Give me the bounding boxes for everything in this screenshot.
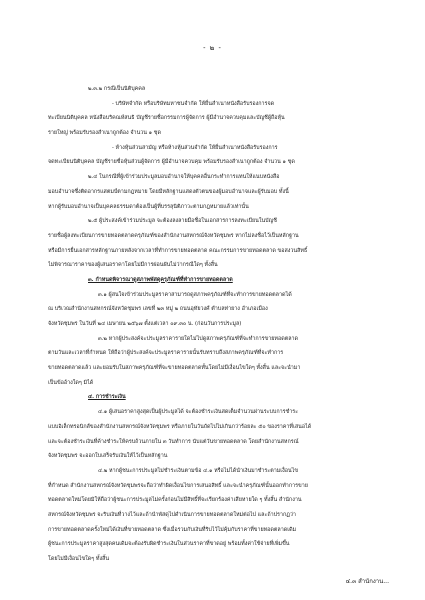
text-line: ๓.๑ ผู้สนใจเข้าร่วมประมูลราคาสามารถดูสภาพครุภัณฑ์ที่จะทำการขายทอดตลาดได้ bbox=[98, 291, 292, 298]
continuation-marker: ๔.๓ สำนักงาน... bbox=[345, 578, 389, 585]
text-line: ทะเบียนนิติบุคคล หนังสือบริคณห์สนธิ บัญชีรายชื่อกรรมการผู้จัดการ ผู้มีอำนาจควบคุมและบัญชีผู้ถือหุ้น bbox=[48, 115, 285, 122]
text-line: โดยไม่มีเงื่อนไขใดๆ ทั้งสิ้น bbox=[48, 556, 110, 562]
text-line: แบบอิเล็กทรอนิกส์ของสำนักงานสหกรณ์จังหวัดชุมพร หรือภายในวันถัดไปไม่เกินกว่าร้อยละ ๕๐ ของราคาที่เสนอได้ bbox=[48, 423, 312, 430]
text-line: จังหวัดชุมพร ในวันที่ ๒๔ เมษายน ๒๕๖๗ ตั้งแต่เวลา ๐๙.๓๐ น. (ก่อนวันการประมูล) bbox=[48, 321, 242, 327]
text-line: หากผู้รับมอบอำนาจเป็นบุคคลธรรมดาต้องเป็นผู้ที่บรรลุนิติภาวะตามกฎหมายแล้วเท่านั้น bbox=[48, 203, 249, 210]
text-line: การขายทอดตลาดครั้งใหม่ได้เงินที่ขายทอดตลาด ซึ่งเมื่อรวมกับเงินที่ริบไว้ไม่คุ้มกับราคาที่ขายทอดตลาดเดิม bbox=[48, 526, 297, 533]
section-heading: ๓. กำหนดพิจารณาดูสภาพพัสดุครุภัณฑ์ที่ทำการขายทอดตลาด bbox=[88, 276, 233, 283]
text-line: หรือมีการยื่นเอกสารหลักฐานภายหลังจากเวลาที่ทำการขายทอดตลาด คณะกรรมการขายทอดตลาด ขอสงวนสิทธิ์ bbox=[48, 247, 308, 254]
text-line: ขายทอดตลาดแล้ว และยอมรับในสภาพครุภัณฑ์ที่จะขายทอดตลาดทั้นโดยไม่มีเงื่อนไขใดๆ ทั้งสิ้น และจะนำมา bbox=[48, 365, 301, 372]
text-line: ที่กำหนด สำนักงานสหกรณ์จังหวัดชุมพรจะถือว่าทำผิดเงื่อนไขการเสนอสิทธิ์ และจะนำครุภัณฑ์นั้นออกทำการขาย bbox=[48, 482, 308, 489]
text-line: ทอดตลาดใหม่โดยมิให้ถือว่าผู้ชนะการประมูลไม่ครั้งก่อนไม่มีสิทธิ์ที่จะเรียกร้องค่าเสียหายใด ๆ ทั้งสิ้น สำนักงาน bbox=[48, 497, 302, 504]
text-line: ๔.๒ หากผู้ชนะการประมูลไม่ชำระเงินตามข้อ ๔.๑ หรือไม่ได้นำเงินมาชำระตามเงื่อนไข bbox=[98, 467, 299, 474]
text-line: ตามวันและเวลาที่กำหนด ให้ถือว่าผู้ประสงค์จะประมูลราคารายนั้นรับทราบถึงสภาพครุภัณฑ์ที่จะทำการ bbox=[48, 350, 284, 357]
text-line: สหกรณ์จังหวัดชุมพร จะริบเงินที่วางไว้และถ้านำพัสดุไปดำเนินการขายทอดตลาดใหม่ต่อไป และถ้าปรากฏว่า bbox=[48, 511, 296, 518]
text-line: และจะต้องชำระเงินที่ค้างชำระให้ครบถ้วนภายใน ๓ วันทำการ นับแต่วันขายทอดตลาด โดยสำนักงานสหกรณ์ bbox=[48, 438, 299, 445]
text-line: เป็นข้ออ้างใดๆ มิได้ bbox=[48, 379, 94, 386]
section-heading: ๔. การชำระเงิน bbox=[88, 394, 126, 401]
text-line: รายใหญ่ พร้อมรับรองสำเนาถูกต้อง จำนวน ๑ ชุด bbox=[48, 130, 161, 137]
text-line: ณ บริเวณสำนักงานสหกรณ์จังหวัดชุมพร เลขที่ ๒๓ หมู่ ๒ ถนนอุทัยวงศ์ ตำบลท่ายาง อำเภอเมือง bbox=[48, 306, 268, 313]
text-line: ๔.๑ ผู้เสนอราคาสูงสุดเป็นผู้ประมูลได้ จะต้องชำระเงินสดเต็มจำนวนผ่านระบบการชำระ bbox=[98, 409, 299, 416]
text-line: ผู้ชนะการประมูลราคาสูงสุดคนเดิมจะต้องรับผิดชำระเงินในส่วนราคาที่ขาดอยู่ พร้อมทั้งค่าใช้จ่ายที่เพิ่มขึ้น bbox=[48, 541, 290, 548]
text-line: ๒.๔ ในกรณีที่ผู้เข้าร่วมประมูลมอบอำนาจให้บุคคลอื่นกระทำการแทนให้แนบหนังสือ bbox=[88, 174, 280, 181]
text-line: ๒.๕ ผู้ประสงค์เข้าร่วมประมูล จะต้องลงลายมือชื่อในเอกสารการลงทะเบียนในบัญชี bbox=[88, 218, 277, 225]
text-line: มอบอำนาจซึ่งติดอากรแสตมป์ตามกฎหมาย โดยมีหลักฐานแสดงตัวตนของผู้มอบอำนาจและผู้รับมอบ ทั้งนี้ bbox=[48, 188, 289, 195]
text-line: ๓.๒ หากผู้ประสงค์จะประมูลราคารายใดไม่ไปดูสภาพครุภัณฑ์ที่จะทำการขายทอดตลาด bbox=[98, 335, 299, 342]
text-line: ไม่พิจารณาราคาของผู้เสนอราคาโดยไม่มีการผ่อนผันไม่ว่ากรณีใดๆ ทั้งสิ้น bbox=[48, 262, 218, 269]
text-line: รายชื่อผู้ลงทะเบียนการขายทอดตลาดครุภัณฑ์ของสำนักงานสหกรณ์จังหวัดชุมพร หากไม่ลงชื่อไว้เป็นหลักฐาน bbox=[48, 232, 299, 239]
text-line: จังหวัดชุมพร จะออกใบเสร็จรับเงินให้ไว้เป็นหลักฐาน bbox=[48, 453, 168, 460]
text-line: จดทะเบียนนิติบุคคล บัญชีรายชื่อหุ้นส่วนผู้จัดการ ผู้มีอำนาจควบคุม พร้อมรับรองสำเนาถูกต้อง จำนวน ๑ ชุด bbox=[48, 159, 295, 166]
text-line: ๒.๓.๒ กรณีเป็นนิติบุคคล bbox=[88, 86, 146, 92]
page-number: - ๒ - bbox=[203, 44, 222, 52]
document-body bbox=[48, 82, 389, 567]
text-line: - บริษัทจำกัด หรือบริษัทมหาชนจำกัด ให้ยื่นสำเนาหนังสือรับรองการจด bbox=[112, 100, 275, 107]
text-line: - ห้างหุ้นส่วนสามัญ หรือห้างหุ้นส่วนจำกัด ให้ยื่นสำเนาหนังสือรับรองการ bbox=[112, 144, 278, 151]
